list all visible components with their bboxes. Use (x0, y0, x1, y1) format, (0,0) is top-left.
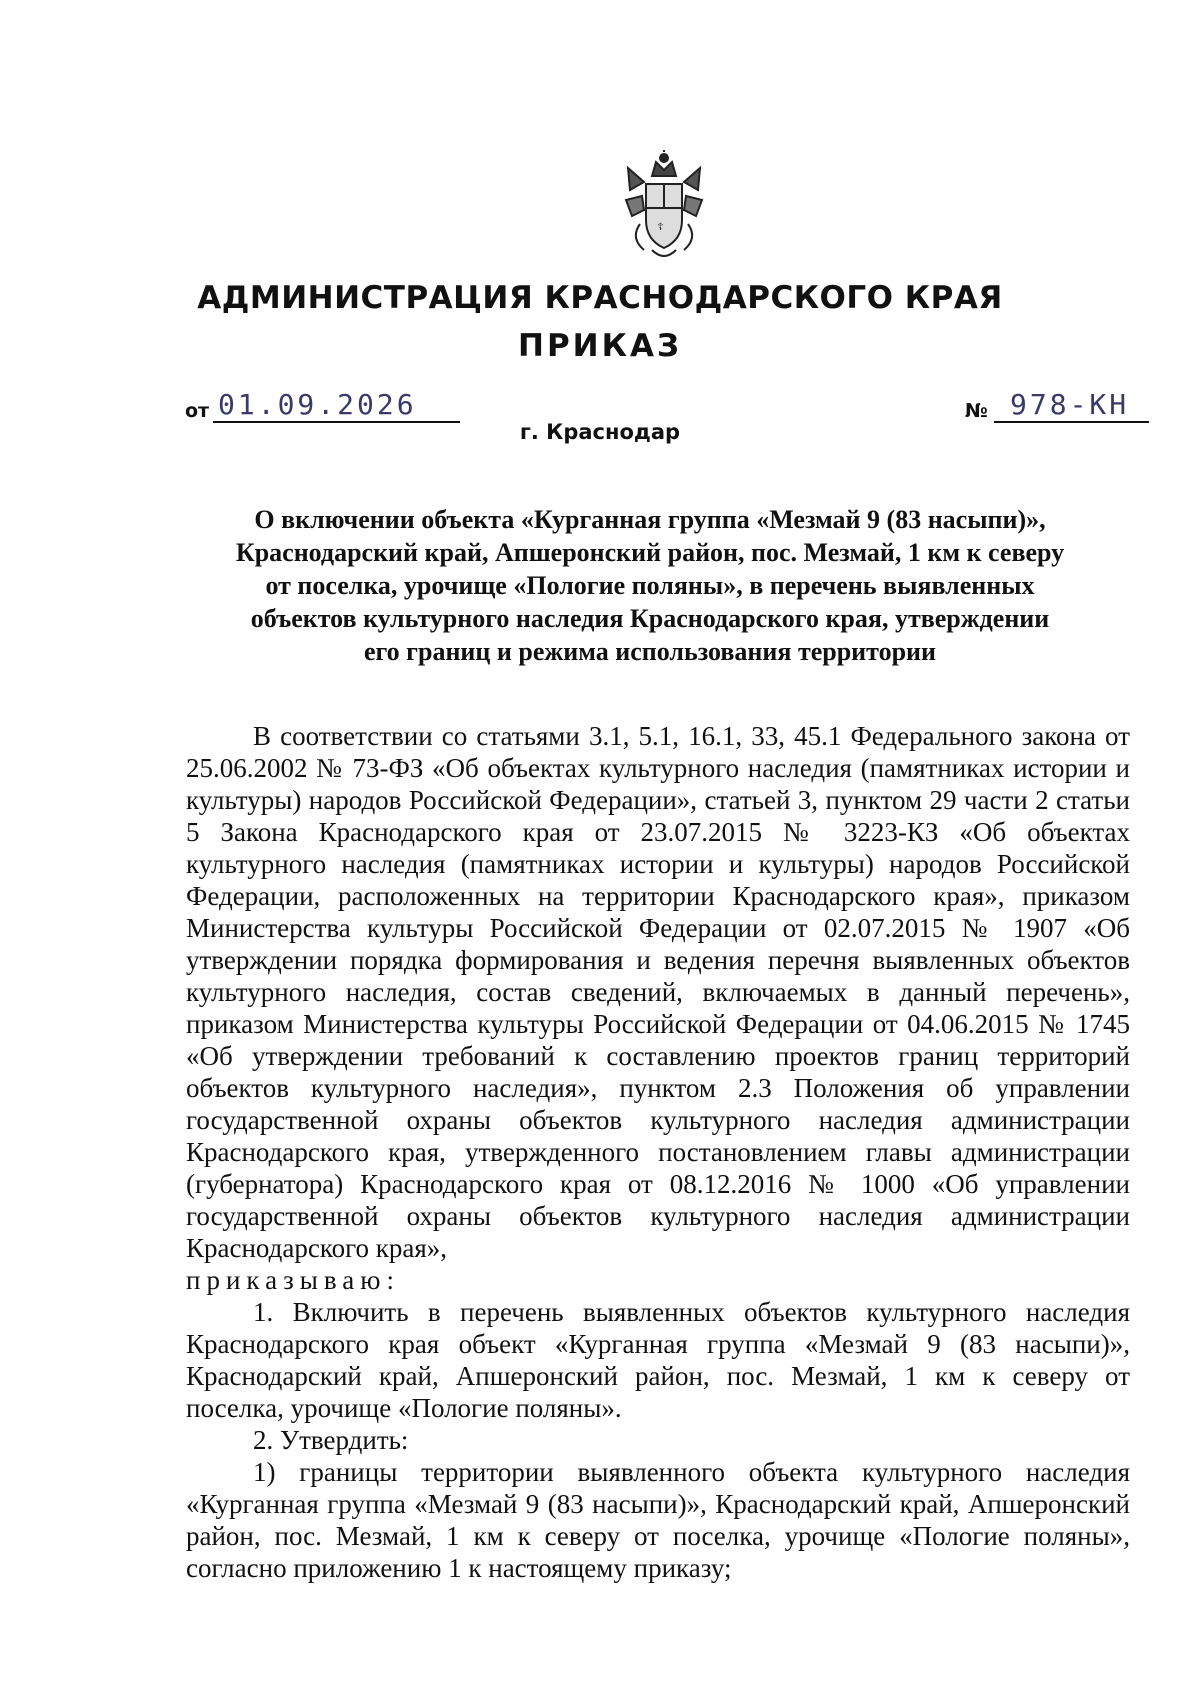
subject-line: объектов культурного наследия Краснодарского края, утверждении (250, 604, 1050, 633)
preamble-paragraph: В соответствии со статьями 3.1, 5.1, 16.1, 33, 45.1 Федерального закона от 25.06.2002 № 73-ФЗ «Об объектах культурного наследия (памятниках истории и культуры) народов Российской Федерации», статьей 3, пунктом 29 части 2 статьи 5 Закона Краснодарского края от 23.07.2015 № 3223-КЗ «Об объектах культурного наследия (памятниках истории и культуры) народов Российской Федерации, расположенных на территории Краснодарского края», приказом Министерства культуры Российской Федерации от 02.07.2015 № 1907 «Об утверждении порядка формирования и ведения перечня выявленных объектов культурного наследия, состав сведений, включаемых в данный перечень», приказом Министерства культуры Российской Федерации от 04.06.2015 № 1745 «Об утверждении требований к составлению проектов границ территорий объектов культурного наследия», пунктом 2.3 Положения об управлении государственной охраны объектов культурного наследия администрации Краснодарского края, утвержденного постановлением главы администрации (губернатора) Краснодарского края от 08.12.2016 № 1000 «Об управлении государственной охраны объектов культурного наследия администрации Краснодарского края», (186, 721, 1130, 1263)
date-prefix: от (185, 400, 210, 422)
item-1: 1. Включить в перечень выявленных объектов культурного наследия Краснодарского края объект «Курганная группа «Мезмай 9 (83 насыпи)», Краснодарский край, Апшеронский район, пос. Мезмай, 1 км к северу от поселка, урочище «Пологие поляны». (186, 1297, 1130, 1423)
city: г. Краснодар (519, 420, 681, 444)
document-date: 01.09.2026 (218, 388, 417, 421)
number-prefix: № (965, 400, 988, 422)
coat-of-arms-icon (622, 150, 706, 262)
subject-line: его границ и режима использования территории (363, 637, 937, 666)
subject-line: от поселка, урочище «Пологие поляны», в перечень выявленных (265, 571, 1035, 600)
subject-line: О включении объекта «Курганная группа «Мезмай 9 (83 насыпи)», (254, 505, 1046, 534)
item-2: 2. Утвердить: (253, 1425, 409, 1455)
document-body (186, 720, 1130, 1584)
document-subject (190, 503, 1110, 668)
order-word: приказываю: (186, 1265, 400, 1295)
organization-title: АДМИНИСТРАЦИЯ КРАСНОДАРСКОГО КРАЯ (197, 280, 1003, 316)
document-number: 978-КН (1010, 388, 1130, 421)
item-2-1: 1) границы территории выявленного объекта культурного наследия «Курганная группа «Мезмай 9 (83 насыпи)», Краснодарский край, Апшеронский район, пос. Мезмай, 1 км к северу от поселка, урочище «Пологие поляны», согласно приложению 1 к настоящему приказу; (186, 1457, 1130, 1583)
svg-text:☦: ☦ (657, 222, 664, 233)
subject-line: Краснодарский край, Апшеронский район, пос. Мезмай, 1 км к северу (235, 538, 1065, 567)
document-type: ПРИКАЗ (518, 328, 682, 364)
